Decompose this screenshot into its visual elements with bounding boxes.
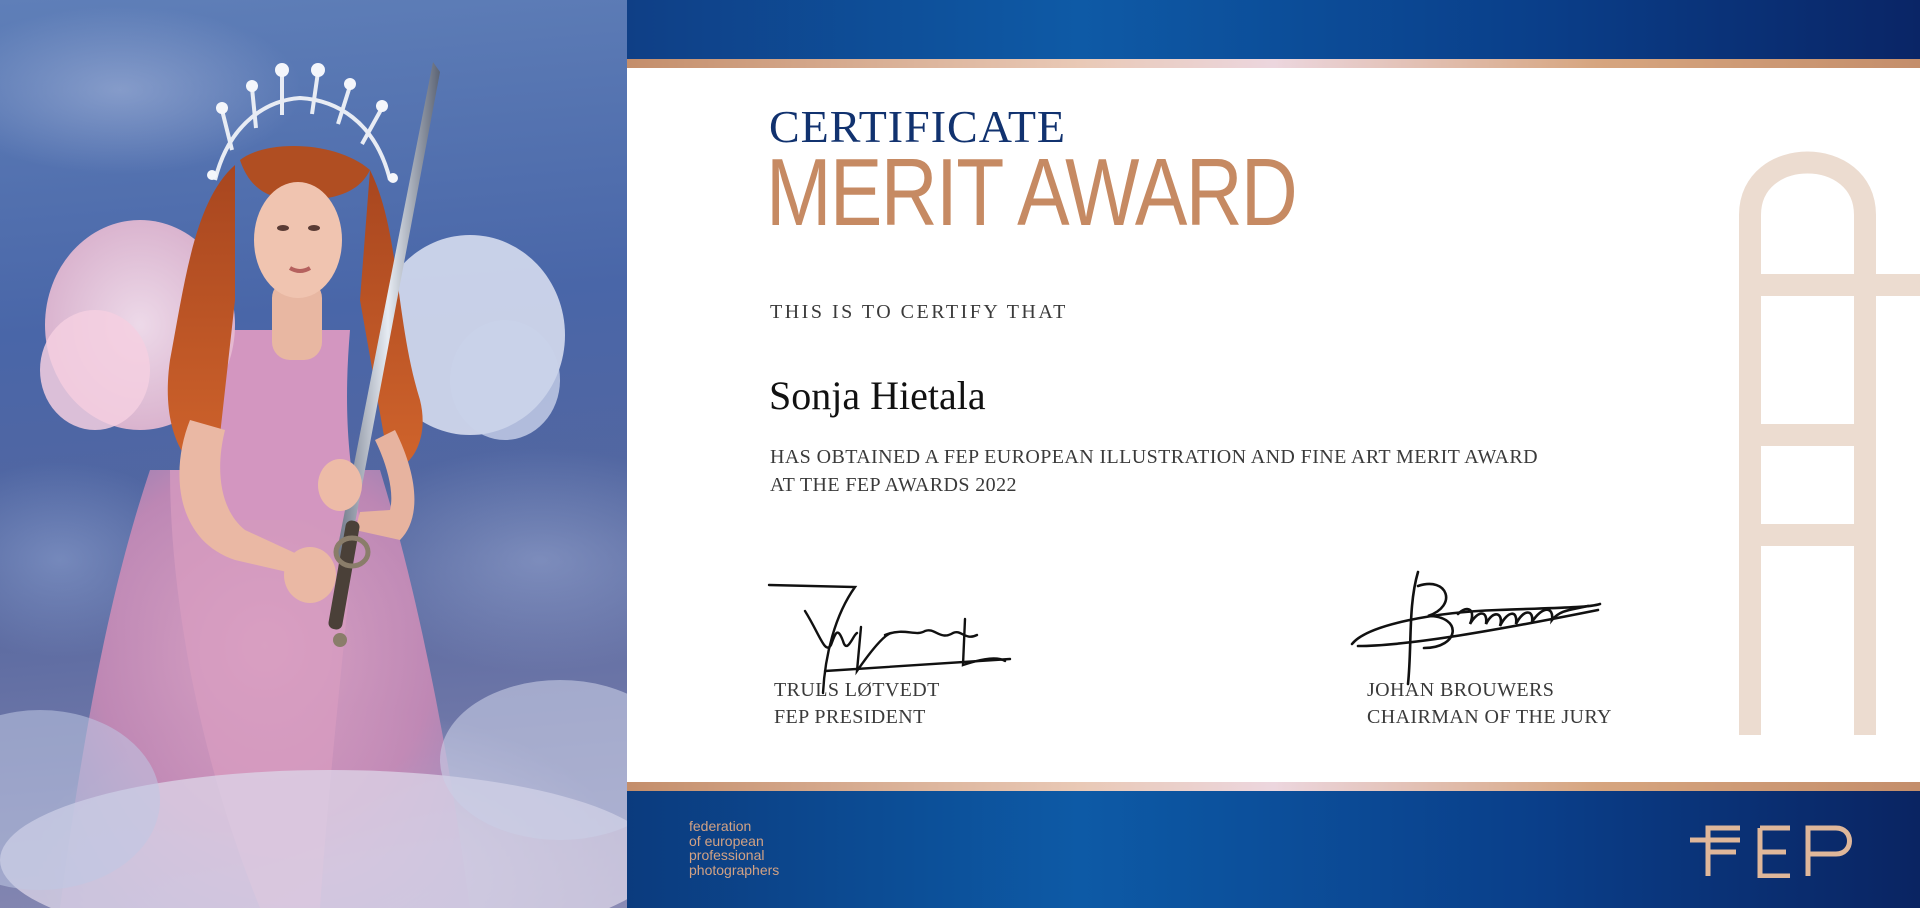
top-blue-band <box>627 0 1920 59</box>
fep-watermark-monogram <box>1725 135 1920 740</box>
signatory-1-name: TRULS LØTVEDT <box>774 679 940 701</box>
statement-line-2: AT THE FEP AWARDS 2022 <box>770 474 1017 496</box>
recipient-name: Sonja Hietala <box>769 373 986 418</box>
federation-line-1: federation <box>689 818 752 834</box>
federation-line-4: photographers <box>689 861 780 878</box>
federation-line-3: professional <box>689 847 765 863</box>
jury-chairman-signature <box>1348 566 1608 686</box>
bottom-copper-stripe <box>627 782 1920 791</box>
certificate-heading: CERTIFICATE <box>769 101 1067 152</box>
federation-line-2: of european <box>689 832 764 849</box>
fep-logo <box>1690 824 1862 883</box>
certify-line: THIS IS TO CERTIFY THAT <box>770 301 1068 323</box>
woman-with-sword-illustration <box>0 0 627 908</box>
top-copper-stripe <box>627 59 1920 68</box>
artwork-photo <box>0 0 627 908</box>
statement-line-1: HAS OBTAINED A FEP EUROPEAN ILLUSTRATION AND FINE ART MERIT AWARD <box>770 446 1538 468</box>
signatory-2-role: CHAIRMAN OF THE JURY <box>1367 706 1612 728</box>
president-signature <box>765 575 1015 695</box>
signatory-2-name: JOHAN BROUWERS <box>1367 679 1555 701</box>
award-statement <box>770 443 1670 499</box>
signatory-1-role: FEP PRESIDENT <box>774 706 926 728</box>
federation-wordmark <box>689 819 779 877</box>
award-title: MERIT AWARD <box>766 139 1297 246</box>
